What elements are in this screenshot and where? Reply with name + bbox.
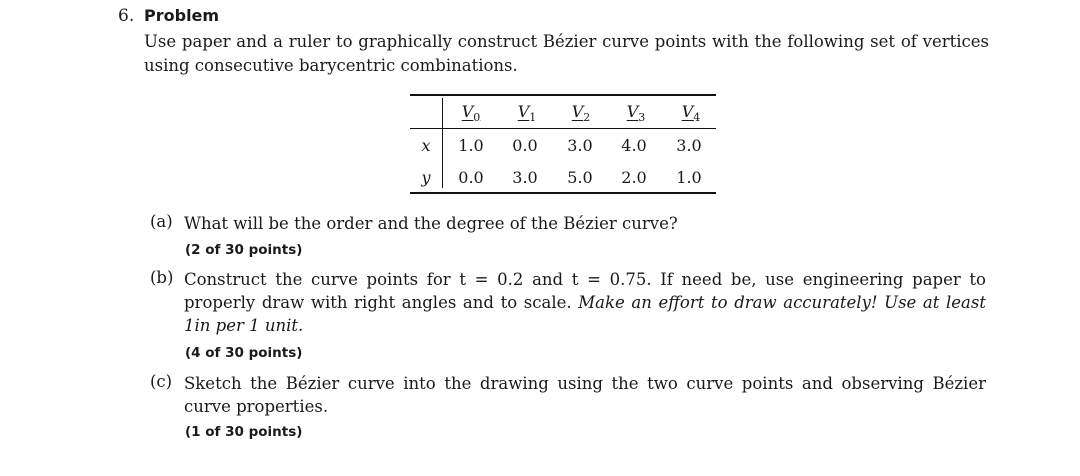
part-b-label: (b)	[150, 268, 174, 287]
vertex-table	[410, 94, 716, 194]
row-label-y: y	[421, 168, 431, 187]
table-column-divider	[442, 98, 443, 188]
row-label-x: x	[421, 136, 431, 155]
part-c-label: (c)	[150, 372, 173, 391]
table-cell: 1.0	[458, 136, 484, 155]
part-a-text: What will be the order and the degree of the Bézier curve?	[184, 214, 678, 233]
header-v3: $V_3$	[626, 102, 646, 125]
header-v2: $V_2$	[571, 102, 591, 125]
table-top-rule	[410, 94, 716, 96]
part-b-text-emphasis: Make an effort to draw accurately! Use at least 1in per 1 unit.	[184, 293, 986, 335]
part-b-text	[184, 268, 986, 337]
header-v0: $V_0$	[461, 102, 481, 125]
part-a-label: (a)	[150, 212, 173, 231]
header-v4: $V_4$	[681, 102, 701, 125]
part-a-points: (2 of 30 points)	[185, 242, 303, 258]
problem-number: 6.	[118, 6, 135, 26]
table-cell: 3.0	[512, 168, 538, 187]
table-cell: 1.0	[676, 168, 702, 187]
table-cell: 3.0	[567, 136, 593, 155]
table-cell: 5.0	[567, 168, 593, 187]
part-c-text: Sketch the Bézier curve into the drawing using the two curve points and observing Bézier curve properties.	[184, 374, 986, 416]
table-cell: 0.0	[458, 168, 484, 187]
table-cell: 3.0	[676, 136, 702, 155]
part-c-points: (1 of 30 points)	[185, 424, 303, 440]
header-v1: $V_1$	[517, 102, 537, 125]
table-cell: 2.0	[621, 168, 647, 187]
problem-title: Problem	[144, 6, 220, 25]
table-cell: 0.0	[512, 136, 538, 155]
table-bottom-rule	[410, 192, 716, 194]
part-b-text-main: Construct the curve points for t = 0.2 and t = 0.75. If need be, use engineering paper to properly draw with right angles and to scale.	[184, 270, 986, 312]
table-cell: 4.0	[621, 136, 647, 155]
problem-intro: Use paper and a ruler to graphically construct Bézier curve points with the following set of vertices using consecutive barycentric combinations.	[144, 32, 989, 75]
part-b-points: (4 of 30 points)	[185, 345, 303, 361]
